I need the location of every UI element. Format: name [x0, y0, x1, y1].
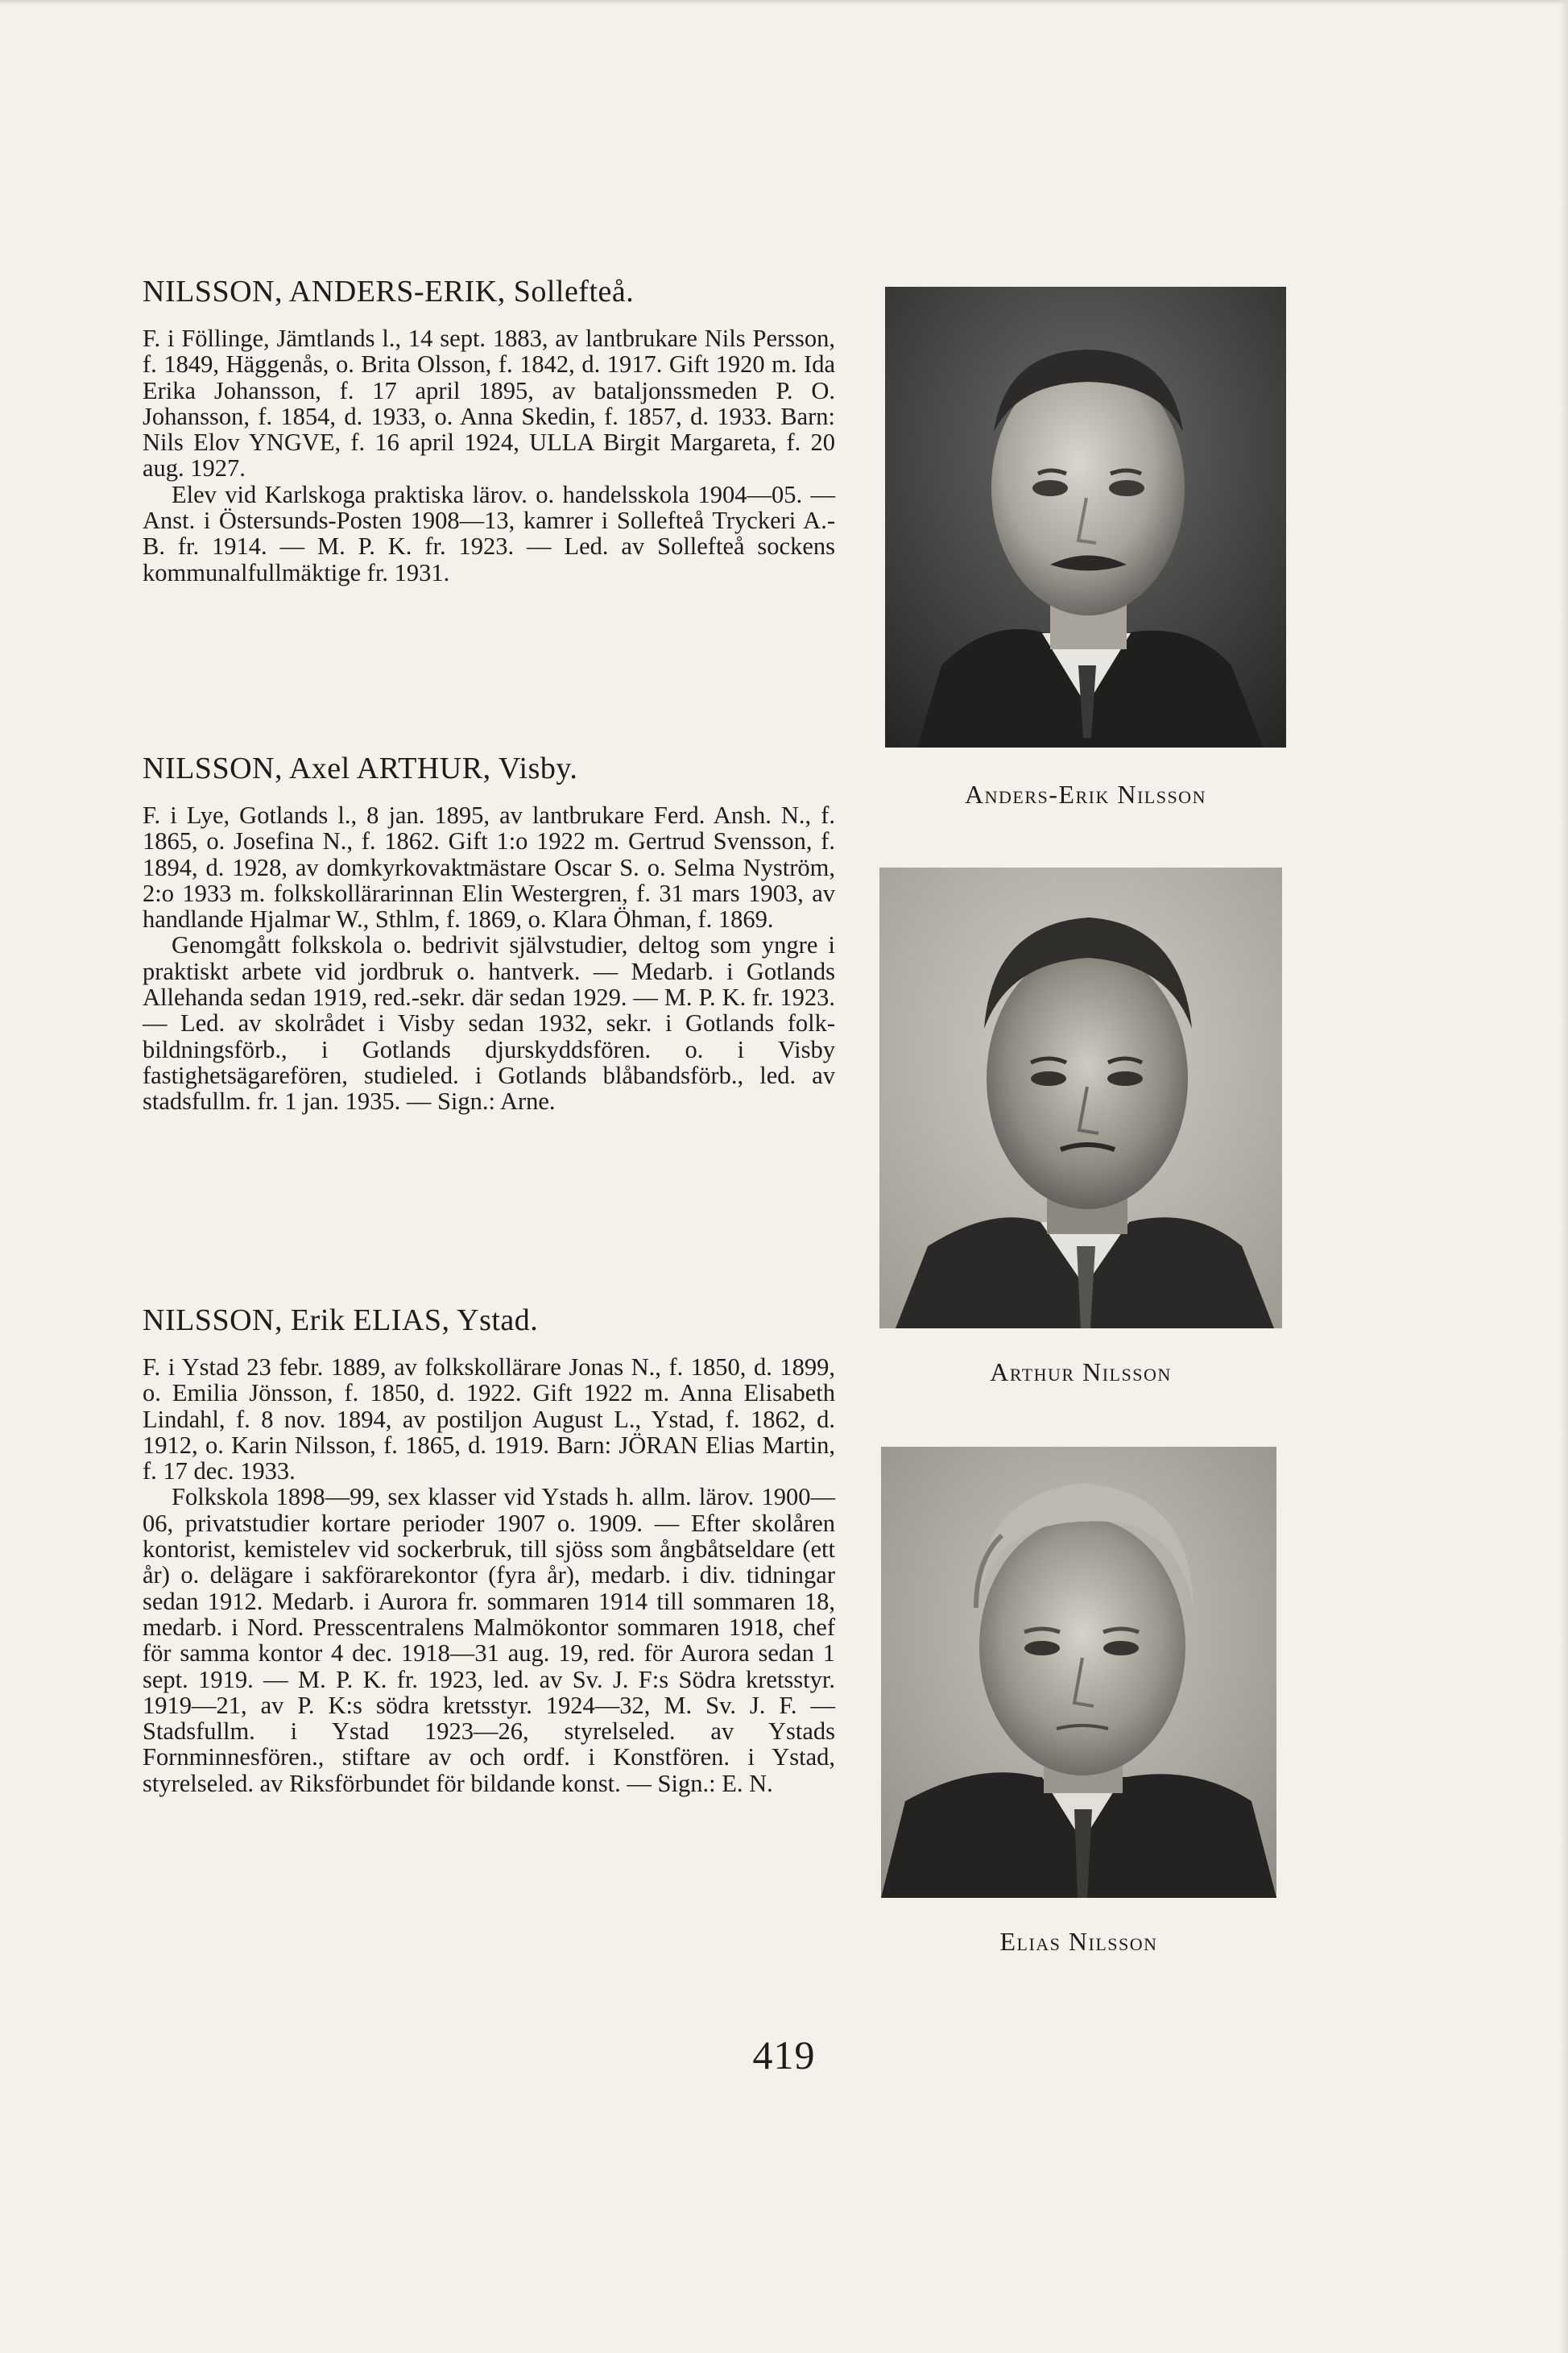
biography-entry-arthur-nilsson: [143, 751, 835, 1115]
entry-heading: NILSSON, ANDERS-ERIK, Sollefteå.: [143, 275, 635, 309]
page-edge: [1560, 0, 1568, 2353]
entry-paragraph-career: Folkskola 1898—99, sex klasser vid Ystads h. allm. lärov. 1900—06, privatstudier kortare perioder 1907 o. 1909. — Efter skolåren kontorist, kemistelev vid sockerbruk, till sjöss som ångbåtseldare (ett år) o. delägare i sakförarekontor (fyra år), medarb. i div. tidningar sedan 1912. Medarb. i Aurora fr. sommaren 1914 till sommaren 18, medarb. i Nord. Presscentralens Malmökontor sommaren 1918, chef för samma kontor 4 dec. 1918—31 aug. 19, red. för Aurora sedan 1 sept. 1919. — M. P. K. fr. 1923, led. av Sv. J. F:s Södra kretsstyr. 1919—21, av P. K:s södra kretsstyr. 1924—32, M. Sv. J. F. — Stadsfullm. i Ystad 1923—26, styrelseled. av Ystads Fornminnesfören., stiftare av och ordf. i Konstfören. i Ystad, styrelseled. av Riksförbundet för bildande konst. — Sign.: E. N.: [143, 1483, 835, 1797]
page-number: 419: [752, 2032, 816, 2078]
biography-entry-anders-erik-nilsson: [143, 274, 835, 586]
portrait-photo: [885, 287, 1286, 748]
portrait-caption: Anders-Erik Nilsson: [965, 780, 1206, 809]
portrait-caption: Arthur Nilsson: [990, 1357, 1172, 1386]
entry-paragraph-personal: F. i Ystad 23 febr. 1889, av folkskollärare Jonas N., f. 1850, d. 1899, o. Emilia Jönsson, f. 1850, d. 1922. Gift 1922 m. Anna Elisabeth Lindahl, f. 8 nov. 1894, av postiljon August L., Ystad, f. 1862, d. 1912, o. Karin Nilsson, f. 1865, d. 1919. Barn: JÖRAN Elias Martin, f. 17 dec. 1933.: [143, 1353, 835, 1485]
page-edge: [0, 0, 1568, 5]
portrait-caption: Elias Nilsson: [999, 1927, 1158, 1956]
entry-paragraph-career: Elev vid Karlskoga praktiska lärov. o. handelsskola 1904—05. — Anst. i Östersunds-Posten 1908—13, kamrer i Sollefteå Tryckeri A.-B. fr. 1914. — M. P. K. fr. 1923. — Led. av Sollefteå sockens kommunalfullmäktige fr. 1931.: [143, 480, 835, 586]
entry-paragraph-career: Genomgått folkskola o. bedrivit självstudier, deltog som yngre i praktiskt arbete vid jordbruk o. hantverk. — Medarb. i Gotlands Allehanda sedan 1919, red.-sekr. där sedan 1929. — M. P. K. fr. 1923. — Led. av skolrådet i Visby sedan 1932, sekr. i Gotlands folkbildningsförb., i Gotlands djurskyddsfören. o. i Visby fastighetsägarefören, studieled. i Gotlands blåbandsförb., led. av stadsfullm. fr. 1 jan. 1935. — Sign.: Arne.: [143, 931, 835, 1116]
entry-heading: NILSSON, Axel ARTHUR, Visby.: [143, 752, 578, 785]
portrait-photo: [879, 868, 1282, 1328]
entry-paragraph-personal: F. i Föllinge, Jämtlands l., 14 sept. 1883, av lantbrukare Nils Persson, f. 1849, Häggenås, o. Brita Olsson, f. 1842, d. 1917. Gift 1920 m. Ida Erika Johansson, f. 17 april 1895, av bataljonssmeden P. O. Johansson, f. 1854, d. 1933, o. Anna Skedin, f. 1857, d. 1933. Barn: Nils Elov YNGVE, f. 16 april 1924, ULLA Birgit Margareta, f. 20 aug. 1927.: [143, 325, 835, 483]
entry-paragraph-personal: F. i Lye, Gotlands l., 8 jan. 1895, av lantbrukare Ferd. Ansh. N., f. 1865, o. Josefina N., f. 1862. Gift 1:o 1922 m. Gertrud Svensson, f. 1894, d. 1928, av domkyrkovaktmästare Oscar S. o. Selma Nyström, 2:o 1933 m. folkskollärarinnan Elin Westergren, f. 31 mars 1903, av handlande Hjalmar W., Sthlm, f. 1869, o. Klara Öhman, f. 1869.: [143, 802, 835, 934]
entry-heading: NILSSON, Erik ELIAS, Ystad.: [143, 1303, 539, 1337]
biography-entry-elias-nilsson: [143, 1303, 835, 1796]
portrait-photo: [881, 1447, 1276, 1898]
